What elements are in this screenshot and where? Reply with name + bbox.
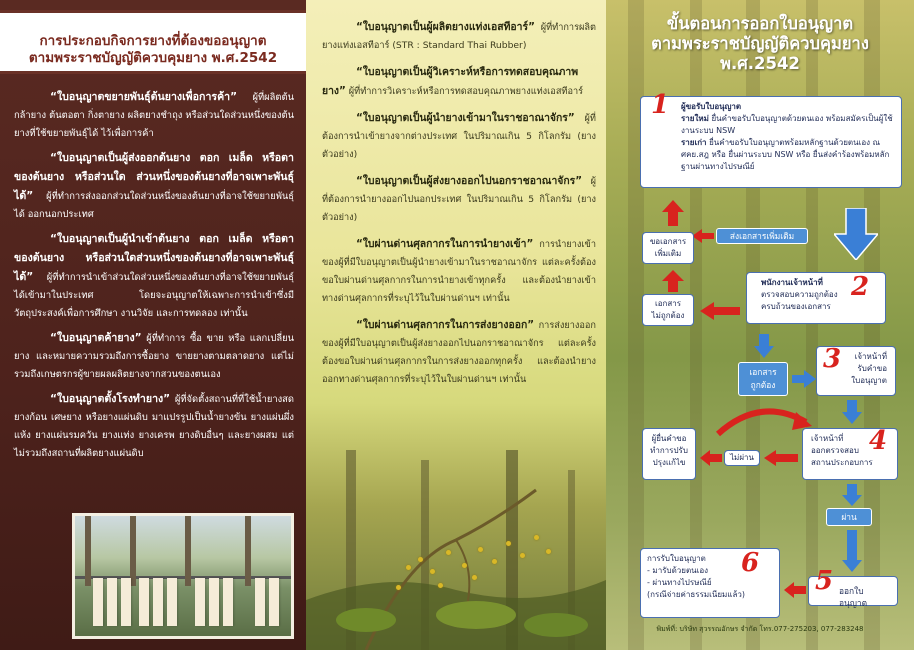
license-text: ผู้ที่ผลิตต้นกล้ายาง ต้นตอตา กิ่งตายาง ผลิตยางชำถุง หรือส่วนใดส่วนหนึ่งของต้นยางที่ใช้ขยายพันธุ์ได้ ไว้เพื่อการค้า — [14, 92, 294, 139]
step-6-box — [640, 548, 780, 618]
license-title: “ใบอนุญาตเป็นผู้นำเข้าต้นยาง ตอก เมล็ด หรือตาของต้นยาง หรือส่วนใดส่วนหนึ่งของต้นยางที่อาจเพาะพันธุ์ได้” — [14, 233, 294, 283]
old-label: รายเก่า — [681, 138, 707, 147]
step-1-heading: ผู้ขอรับใบอนุญาต — [681, 102, 742, 111]
step-4-box — [802, 428, 898, 480]
new-text: ยื่นคำขอรับใบอนุญาตด้วยตนเอง พร้อมสมัครเป็นผู้ใช้งานระบบ NSW — [681, 114, 893, 135]
rubber-sheet — [167, 578, 177, 626]
pass-label: ผ่าน — [826, 508, 872, 526]
license-item — [14, 149, 294, 224]
down-arrow-icon — [834, 208, 878, 260]
rubber-sheet — [139, 578, 149, 626]
step-3-line-1: เจ้าหน้าที่ — [854, 352, 887, 361]
license-item — [14, 329, 294, 384]
old-text: ยื่นคำขอรับใบอนุญาตพร้อมหลักฐานด้วยตนเอง ณ ศคย.สฎ หรือ ยื่นผ่านระบบ NSW หรือ ยื่นส่งคำร้องพร้อมหลักฐานผ่านทางไปรษณีย์ — [681, 138, 890, 171]
arrow-down-icon — [754, 334, 774, 358]
step-1-new — [681, 113, 893, 137]
license-text: ผู้ที่ทำการนำเข้าส่วนใดส่วนหนึ่งของต้นยางที่อาจใช้ขยายพันธุ์ได้เข้ามาในประเทศ โดยจะอนุญาตให้เฉพาะการนำเข้าซึ่งมีวัตถุประสงค์เพื่อการศึกษา งานวิจัย และการทดลอง เท่านั้น — [14, 272, 294, 319]
tree-trunk — [245, 516, 251, 586]
fix-line-2: ทำการปรับ — [650, 446, 688, 455]
arrow-down-icon — [842, 484, 862, 506]
rubber-sheet — [223, 578, 233, 626]
tree-trunk — [85, 516, 91, 586]
license-title: “ใบอนุญาตค้ายาง” — [50, 332, 142, 344]
send-more-docs: ส่งเอกสารเพิ่มเติม — [716, 228, 808, 244]
step-4-number: 4 — [869, 426, 888, 456]
rubber-sheet — [209, 578, 219, 626]
fix-line-3: ปรุงแก้ไข — [652, 458, 686, 467]
flow-title — [606, 14, 914, 74]
rubber-sheet — [93, 578, 103, 626]
flower-icon — [406, 565, 411, 570]
panel-left — [0, 0, 306, 650]
rubber-sheet — [195, 578, 205, 626]
step-2-line-1: ตรวจสอบความถูกต้อง — [761, 290, 838, 299]
license-text: ผู้ที่ทำการผลิตยางแท่งเอสทีอาร์ (STR : Standard Thai Rubber) — [322, 22, 596, 51]
flower-icon — [418, 557, 423, 562]
arrow-up-icon — [662, 270, 684, 292]
printer-footer: พิมพ์ที่: บริษัท สุวรรณอักษร จำกัด โทร.077-275203, 077-283248 — [656, 625, 864, 633]
step-5-box — [808, 566, 898, 608]
step-6-line-3: - ผ่านทางไปรษณีย์ — [647, 578, 712, 587]
new-label: รายใหม่ — [681, 114, 709, 123]
step-3-number: 3 — [823, 344, 842, 374]
request-line-2: เพิ่มเติม — [654, 249, 682, 258]
license-title: “ใบอนุญาตเป็นผู้ส่งยางออกไปนอกราชอาณาจักร” — [356, 175, 583, 187]
license-text: การนำยางเข้าของผู้ที่มีใบอนุญาตเป็นผู้นำยางเข้ามาในราชอาณาจักร แต่ละครั้งต้องขอใบผ่านด่านศุลกากรในการนำยางเข้าทุกครั้ง และต้องนำยางเข้าทางด่านศุลกากรที่ระบุไว้ในใบผ่านด่านฯ เท่านั้น — [322, 239, 596, 304]
incorrect-docs — [642, 294, 694, 326]
fail-label: ไม่ผ่าน — [724, 450, 760, 466]
title-line-3: พ.ศ.2542 — [720, 54, 800, 73]
rubber-sheet-photo — [72, 513, 294, 639]
header-line-1: การประกอบกิจการยางที่ต้องขออนุญาต — [39, 33, 267, 49]
license-item — [322, 18, 596, 55]
step-5-number: 5 — [815, 566, 834, 596]
rubber-sheet — [107, 578, 117, 626]
license-item — [322, 235, 596, 308]
forest-illustration — [306, 450, 606, 650]
panel-middle-body — [322, 18, 596, 397]
panel-left-header — [0, 10, 306, 74]
arrow-down-icon — [842, 530, 862, 572]
step-6-number: 6 — [741, 548, 760, 578]
arrow-left-icon — [784, 582, 806, 598]
license-item — [322, 316, 596, 389]
fix-line-1: ผู้ยื่นคำขอ — [651, 434, 687, 443]
flower-icon — [446, 550, 451, 555]
rubber-sheet — [121, 578, 131, 626]
step-2-number: 2 — [851, 272, 870, 302]
flower-icon — [520, 553, 525, 558]
license-title: “ใบอนุญาตขยายพันธุ์ต้นยางเพื่อการค้า” — [50, 91, 238, 103]
panel-middle — [306, 0, 606, 650]
license-text: ผู้ที่ทำการ ซื้อ ขาย หรือ แลกเปลี่ยนยาง และหมายความรวมถึงการซื้อยาง ขายยางตามตลาดยาง แต่ไม่รวมถึงเกษตรกรผู้ขายผลผลิตยางจากสวนของตนเอง — [14, 333, 294, 380]
title-line-1: ขั้นตอนการออกใบอนุญาต — [666, 14, 854, 33]
correct-docs — [738, 362, 788, 396]
flower-icon — [478, 547, 483, 552]
step-3-line-2: รับคำขอ — [857, 364, 887, 373]
license-text: ผู้ที่จัดตั้งสถานที่ที่ใช้น้ำยางสด ยางก้อน เศษยาง หรือยางแผ่นดิบ มาแปรรูปเป็นน้ำยางข้น ยางแผ่นผึ่งแห้ง ยางแผ่นรมควัน ยางแท่ง ยางเครพ ยางดิบอื่นๆ และยางผสม แต่ไม่รวมถึงสถานที่ผลิตยางแผ่นดิบ — [14, 394, 294, 459]
license-text: ผู้ที่ต้องการนำยางออกไปนอกประเทศ ในปริมาณเกิน 5 กิโลกรัม (ยางตัวอย่าง) — [322, 176, 596, 223]
license-title: “ใบอนุญาตเป็นผู้นำยางเข้ามาในราชอาณาจักร” — [356, 112, 575, 124]
flower-icon — [472, 575, 477, 580]
step-2-line-2: ครบถ้วนของเอกสาร — [761, 302, 831, 311]
flower-icon — [546, 549, 551, 554]
header-line-2: ตามพระราชบัญญัติควบคุมยาง พ.ศ.2542 — [28, 50, 278, 66]
arrow-up-icon — [662, 200, 684, 226]
fix-request — [642, 428, 696, 480]
step-1-box — [640, 90, 902, 188]
title-line-2: ตามพระราชบัญญัติควบคุมยาง — [651, 34, 869, 53]
step-5-label: ออกใบอนุญาต — [839, 586, 868, 608]
step-4-line-2: ออกตรวจสอบ — [811, 446, 859, 455]
license-text: การส่งยางออก ของผู้ที่มีใบอนุญาตเป็นผู้ส่งยางออกไปนอกราชอาณาจักร แต่ละครั้งต้องขอใบผ่านด่านศุลกากรในการส่งยางออกทุกครั้ง และต้องนำยางออกทางด่านศุลกากรที่ระบุไว้ในใบผ่านด่านฯ เท่านั้น — [322, 320, 596, 385]
rubber-sheet — [269, 578, 279, 626]
flower-icon — [462, 563, 467, 568]
step-1-number: 1 — [651, 90, 670, 120]
flower-icon — [492, 559, 497, 564]
license-title: “ใบอนุญาตเป็นผู้วิเคราะห์หรือการทดสอบคุณภาพยาง” — [322, 66, 579, 97]
license-item — [322, 172, 596, 227]
step-6-line-1: การรับใบอนุญาต — [647, 554, 706, 563]
flower-icon — [506, 541, 511, 546]
step-3-box — [816, 346, 896, 396]
license-item — [14, 230, 294, 323]
correct-line-2: ถูกต้อง — [750, 380, 776, 390]
rubber-sheet — [153, 578, 163, 626]
correct-line-1: เอกสาร — [749, 367, 777, 377]
tree-trunk — [185, 516, 191, 586]
panel-left-body — [14, 88, 294, 469]
panel-right — [606, 0, 914, 650]
step-3-line-3: ใบอนุญาต — [851, 376, 887, 385]
step-2-box — [746, 272, 886, 324]
step-6-line-4: (กรณีจ่ายค่าธรรมเนียมแล้ว) — [647, 590, 745, 599]
curved-arrow-icon — [714, 398, 814, 438]
license-title: “ใบอนุญาตเป็นผู้ส่งออกต้นยาง ตอก เมล็ด หรือตาของต้นยาง หรือส่วนใด ส่วนหนึ่งของต้นยางที่อาจเพาะพันธุ์ได้” — [14, 152, 294, 202]
step-6-line-2: - มารับด้วยตนเอง — [647, 566, 709, 575]
flower-icon — [430, 569, 435, 574]
license-title: “ใบอนุญาตตั้งโรงทำยาง” — [50, 393, 171, 405]
license-item — [322, 109, 596, 164]
arrow-right-icon — [792, 370, 816, 388]
license-item — [322, 63, 596, 101]
rubber-sheet — [255, 578, 265, 626]
license-title: “ใบผ่านด่านศุลกากรในการนำยางเข้า” — [356, 238, 534, 250]
incorrect-line-1: เอกสาร — [654, 299, 682, 308]
license-text: ผู้ที่ต้องการนำเข้ายางจากต่างประเทศ ในปริมาณเกิน 5 กิโลกรัม (ยางตัวอย่าง) — [322, 113, 596, 160]
license-title: “ใบอนุญาตเป็นผู้ผลิตยางแท่งเอสทีอาร์” — [356, 21, 535, 33]
flower-icon — [438, 583, 443, 588]
tree-trunk — [130, 516, 136, 586]
step-4-line-3: สถานประกอบการ — [811, 458, 873, 467]
flower-icon — [534, 535, 539, 540]
arrow-left-icon — [700, 450, 722, 466]
license-item — [14, 390, 294, 463]
license-item — [14, 88, 294, 143]
license-text: ผู้ที่ทำการส่งออกส่วนใดส่วนหนึ่งของต้นยางที่อาจใช้ขยายพันธุ์ได้ ออกนอกประเทศ — [14, 191, 294, 220]
arrow-down-icon — [842, 400, 862, 424]
step-1-old — [681, 137, 893, 173]
request-more-docs — [642, 232, 694, 264]
license-title: “ใบผ่านด่านศุลกากรในการส่งยางออก” — [356, 319, 535, 331]
arrow-left-icon — [700, 302, 740, 320]
step-2-heading: พนักงานเจ้าหน้าที่ — [761, 278, 823, 287]
arrow-left-icon — [692, 229, 714, 243]
incorrect-line-2: ไม่ถูกต้อง — [651, 311, 685, 320]
step-4-line-1: เจ้าหน้าที่ — [811, 434, 844, 443]
arrow-left-icon — [764, 450, 798, 466]
license-text: ผู้ที่ทำการวิเคราะห์หรือการทดสอบคุณภาพยางแท่งเอสทีอาร์ — [345, 86, 584, 97]
request-line-1: ขอเอกสาร — [649, 237, 687, 246]
flower-icon — [396, 585, 401, 590]
